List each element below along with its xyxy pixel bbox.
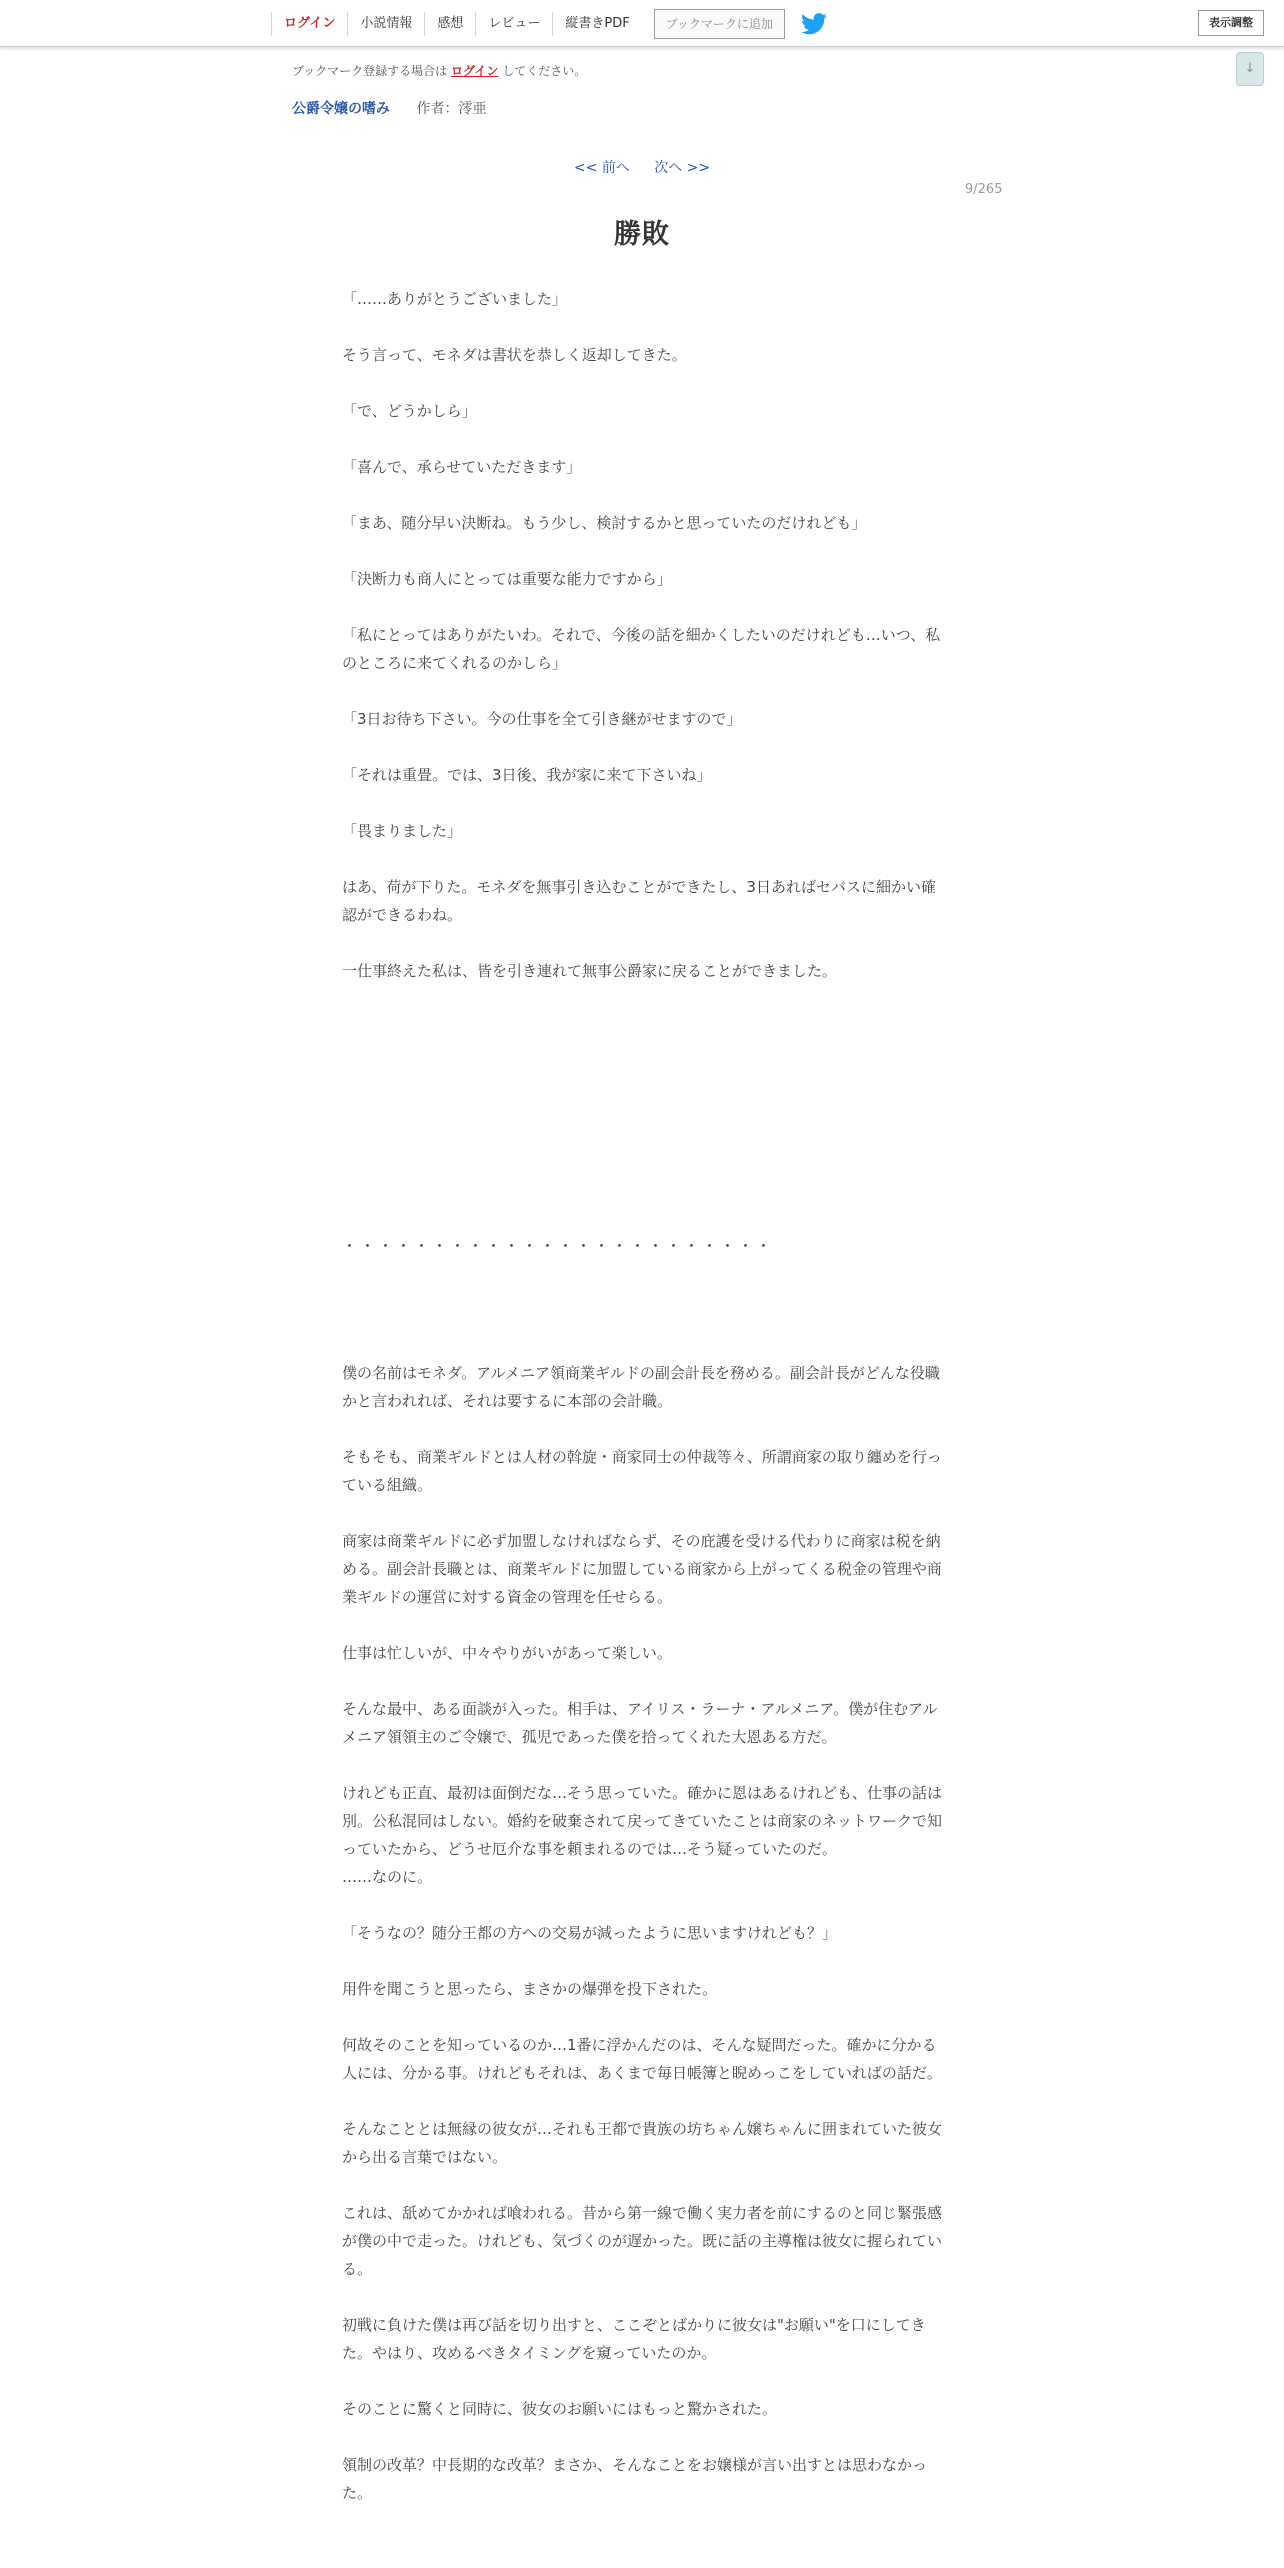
chapter-paragraph: これは、舐めてかかれば喰われる。昔から第一線で働く実力者を前にするのと同じ緊張感が僕の中で走った。けれども、気づくのが遅かった。既に話の主導権は彼女に握られている。 xyxy=(342,2204,943,2278)
nav-novel-info-link[interactable]: 小説情報 xyxy=(347,12,424,36)
display-settings-button[interactable]: 表示調整 xyxy=(1198,10,1264,36)
author-name: 作者：澪亜 xyxy=(416,101,487,117)
chapter-paragraph: そもそも、商業ギルドとは人材の斡旋・商家同士の仲裁等々、所謂商家の取り纏めを行っている組織。 xyxy=(342,1448,942,1494)
nav-review-link[interactable]: レビュー xyxy=(475,12,552,36)
notice-prefix: ブックマーク登録する場合は xyxy=(292,64,448,78)
top-bar xyxy=(0,0,1284,47)
scene-break: ・・・・・・・・・・・・・・・・・・・・・・・・ xyxy=(342,1237,775,1255)
next-chapter-link[interactable]: 次へ >> xyxy=(654,160,711,176)
chapter-paragraph: 用件を聞こうと思ったら、まさかの爆弾を投下された。 xyxy=(342,1980,718,1998)
chapter-paragraph: 「決断力も商人にとっては重要な能力ですから」 xyxy=(342,570,672,588)
chapter-paragraph: 初戦に負けた僕は再び話を切り出すと、ここぞとばかりに彼女は"お願い"を口にしてきた。やはり、攻めるべきタイミングを窺っていたのか。 xyxy=(342,2316,926,2362)
top-nav xyxy=(271,8,827,40)
add-bookmark-button[interactable]: ブックマークに追加 xyxy=(654,9,785,39)
chapter-pager xyxy=(0,157,1284,177)
chapter-paragraph: 「3日お待ち下さい。今の仕事を全て引き継がせますので」 xyxy=(342,710,742,728)
chapter-paragraph: 「そうなの？随分王都の方への交易が減ったように思いますけれども？」 xyxy=(342,1924,838,1942)
chapter-paragraph: 領制の改革？中長期的な改革？まさか、そんなことをお嬢様が言い出すとは思わなかった。 xyxy=(342,2456,928,2502)
chapter-paragraph: 「喜んで、承らせていただきます」 xyxy=(342,458,582,476)
chapter-paragraph: そんな最中、ある面談が入った。相手は、アイリス・ラーナ・アルメニア。僕が住むアルメニア領領主のご令嬢で、孤児であった僕を拾ってくれた大恩ある方だ。 xyxy=(342,1700,938,1746)
novel-title-link[interactable]: 公爵令嬢の嗜み xyxy=(292,101,390,117)
chapter-paragraph: 「それは重畳。では、3日後、我が家に来て下さいね」 xyxy=(342,766,712,784)
chapter-paragraph: 何故そのことを知っているのか…1番に浮かんだのは、そんな疑問だった。確かに分かる人には、分かる事。けれどもそれは、あくまで毎日帳簿と睨めっこをしていればの話だ。 xyxy=(342,2036,942,2082)
chapter-paragraph: 「……ありがとうございました」 xyxy=(342,290,568,308)
twitter-icon[interactable] xyxy=(801,13,827,35)
scroll-down-button[interactable]: ↓ xyxy=(1236,52,1264,86)
novel-meta xyxy=(292,98,486,118)
chapter-paragraph: そのことに驚くと同時に、彼女のお願いにはもっと驚かされた。 xyxy=(342,2400,778,2418)
chapter-paragraph: 「まあ、随分早い決断ね。もう少し、検討するかと思っていたのだけれども」 xyxy=(342,514,867,532)
notice-login-link[interactable]: ログイン xyxy=(451,64,499,78)
nav-vertical-pdf-link[interactable]: 縦書きPDF xyxy=(552,12,641,36)
chapter-paragraph: そう言って、モネダは書状を恭しく返却してきた。 xyxy=(342,346,687,364)
nav-login-link[interactable]: ログイン xyxy=(271,12,347,36)
chapter-paragraph: 「私にとってはありがたいわ。それで、今後の話を細かくしたいのだけれども…いつ、私のところに来てくれるのかしら」 xyxy=(342,626,941,672)
chapter-paragraph: 「畏まりました」 xyxy=(342,822,463,840)
chapter-body xyxy=(342,285,944,2535)
nav-impressions-link[interactable]: 感想 xyxy=(424,12,475,36)
chapter-paragraph: 仕事は忙しいが、中々やりがいがあって楽しい。 xyxy=(342,1644,672,1662)
notice-suffix: してください。 xyxy=(502,64,587,78)
chapter-paragraph: けれども正直、最初は面倒だな…そう思っていた。確かに恩はあるけれども、仕事の話は別。公私混同はしない。婚約を破棄されて戻ってきていたことは商家のネットワークで知っていたから、どうせ厄介な事を頼まれるのでは…そう疑っていたのだ。 ……なのに。 xyxy=(342,1784,943,1886)
chapter-paragraph: 「で、どうかしら」 xyxy=(342,402,477,420)
chapter-paragraph: 僕の名前はモネダ。アルメニア領商業ギルドの副会計長を務める。副会計長がどんな役職かと言われれば、それは要するに本部の会計職。 xyxy=(342,1364,940,1410)
page-count: 9/265 xyxy=(965,182,1003,197)
chapter-paragraph: 一仕事終えた私は、皆を引き連れて無事公爵家に戻ることができました。 xyxy=(342,962,838,980)
bookmark-notice xyxy=(292,62,586,79)
chapter-paragraph: はあ、荷が下りた。モネダを無事引き込むことができたし、3日あればセバスに細かい確認ができるわね。 xyxy=(342,878,936,924)
chapter-paragraph: そんなこととは無縁の彼女が…それも王都で貴族の坊ちゃん嬢ちゃんに囲まれていた彼女から出る言葉ではない。 xyxy=(342,2120,943,2166)
prev-chapter-link[interactable]: << 前へ xyxy=(573,160,630,176)
chapter-title: 勝敗 xyxy=(614,219,670,250)
chapter-paragraph: 商家は商業ギルドに必ず加盟しなければならず、その庇護を受ける代わりに商家は税を納める。副会計長職とは、商業ギルドに加盟している商家から上がってくる税金の管理や商業ギルドの運営に対する資金の管理を任せらる。 xyxy=(342,1532,942,1606)
